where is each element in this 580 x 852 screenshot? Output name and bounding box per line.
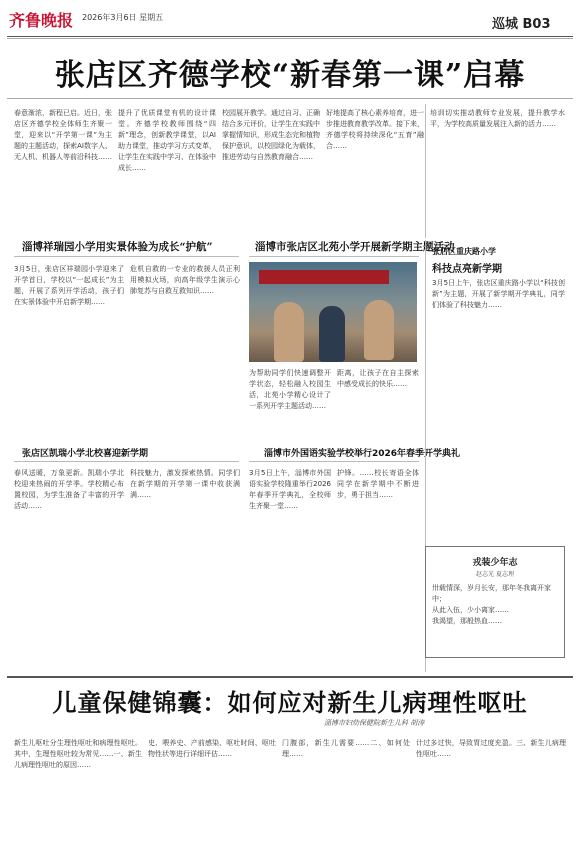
section-label: 巡城 B03 (492, 17, 551, 32)
subhead-rule-2 (249, 256, 419, 257)
subhead-xiangruiyuan: 淄博祥瑞园小学用实景体验为成长“护航” (22, 241, 213, 253)
bottom-column-4: 计过多过快，导致胃过度充盈。三、新生儿病理性呕吐…… (416, 739, 566, 758)
bottom-byline: 淄博市妇幼保健院新生儿科 胡涛 (324, 719, 425, 727)
issue-date: 2026年3月6日 星期五 (82, 13, 164, 22)
subhead-rule-3 (14, 461, 239, 462)
subhead-kairui: 张店区凯瑞小学北校喜迎新学期 (22, 449, 149, 459)
lead-column-3: 校园展开教学。通过自习、正确结合多元评价，让学生在实践中掌握情知识，形成生态完和植物保护意识，以校园绿化为载体，推进劳动与自然教育融合…… (222, 109, 320, 161)
section-divider (7, 676, 573, 678)
poem-title: 戎装少年志 (472, 558, 518, 568)
foreign-language-body: 3月5日上午，淄博市外国语实验学校隆重举行2026年春季开学典礼，全校师生齐聚一堂…… (249, 469, 331, 510)
kairui-body: 春风送暖，万象更新。凯瑞小学北校迎来热闹的开学季。学校精心布置校园，为学生准备了丰富的开学活动…… (14, 469, 124, 510)
lead-column-4: 好地提高了核心素养培育，进一步推进教育教学改革。接下来，齐德学校将持续深化“五育”融合…… (326, 109, 424, 150)
bottom-headline: 儿童保健锦囊：如何应对新生儿病理性呕吐 (52, 688, 528, 717)
masthead (0, 0, 580, 42)
newspaper-logo: 齐鲁晚报 (9, 11, 74, 30)
lead-column-1: 春意渐浓，新程已启。近日，张店区齐德学校全体师生齐聚一堂，迎来以“开学第一课”为主题的主题活动，探索AI数字人、无人机、机器人等前沿科技…… (14, 109, 112, 161)
poem-box (425, 546, 565, 658)
bottom-column-3: 门腹部，新生儿需要……二、如何处理…… (282, 739, 410, 758)
subhead-foreign-language: 淄博市外国语实验学校举行2026年春季开学典礼 (264, 449, 461, 459)
xiangruiyuan-body-2: 危机自救的一专业的救援人员正利用模拟火场，向高年级学生演示心肺复苏与自救互救知识…… (130, 265, 240, 295)
poem-body (432, 583, 560, 627)
side-body: 3月5日上午，张店区重庆路小学以“科技创新”为主题，开展了新学期开学典礼，同学们体验了科技魅力…… (432, 279, 565, 309)
poem-line: 从此入伍，少小离家…… (432, 606, 509, 614)
bottom-column-2: 史、喂养史、产前感染、呕吐时间、呕吐物性状等进行详细评估…… (148, 739, 276, 758)
poem-line: 卅载情深，岁月长安，那年冬我离开家中； (432, 584, 551, 603)
poem-author: 赵志光 夏志理 (476, 571, 514, 578)
foreign-language-body-2: 护锋。……校长寄语全体同学在新学期中不断进步，勇于担当…… (337, 469, 419, 499)
side-subtitle: 张店区重庆路小学 (432, 247, 496, 256)
bottom-column-1: 新生儿呕吐分生理性呕吐和病理性呕吐。其中，生理性呕吐较为常见……一、新生儿病理性呕吐的原因…… (14, 739, 142, 769)
poem-line: 我渴望，那般热血…… (432, 617, 502, 625)
subhead-rule-4 (249, 461, 419, 462)
subhead-beiyuan: 淄博市张店区北苑小学开展新学期主题活动 (255, 241, 455, 253)
column-divider (425, 104, 426, 238)
xiangruiyuan-body: 3月5日，张店区祥瑞园小学迎来了开学首日，学校以“一起成长”为主题，开展了系列开学活动，孩子们在实景体验中开启新学期…… (14, 265, 124, 306)
beiyuan-body: 为帮助同学们快速调整开学状态，轻松融入校园生活，北苑小学精心设计了一系列开学主题活动…… (249, 369, 331, 410)
beiyuan-body-2: 距离，让孩子在自主探索中感受成长的快乐…… (337, 369, 419, 388)
masthead-rule (7, 36, 573, 37)
lead-column-2: 提升了优质课堂有机的设计课堂。齐德学校教师围绕“四新”理念，创新教学课堂，以AI助力课堂，推动学习方式变革，让学生在实践中学习、在体验中成长…… (118, 109, 216, 172)
lead-column-5: 培训切实推动教师专业发展，提升教学水平，为学校高质量发展注入新的活力…… (430, 109, 565, 128)
school-activity-photo (249, 262, 417, 362)
subhead-rule-1 (14, 256, 239, 257)
headline-rule (7, 98, 573, 99)
side-headline: 科技点亮新学期 (432, 264, 502, 275)
masthead-rule-2 (7, 38, 573, 39)
kairui-body-2: 科技魅力，激发探索热情。同学们在新学期的开学第一课中收获满满…… (130, 469, 240, 499)
main-headline: 张店区齐德学校“新春第一课”启幕 (54, 58, 526, 93)
